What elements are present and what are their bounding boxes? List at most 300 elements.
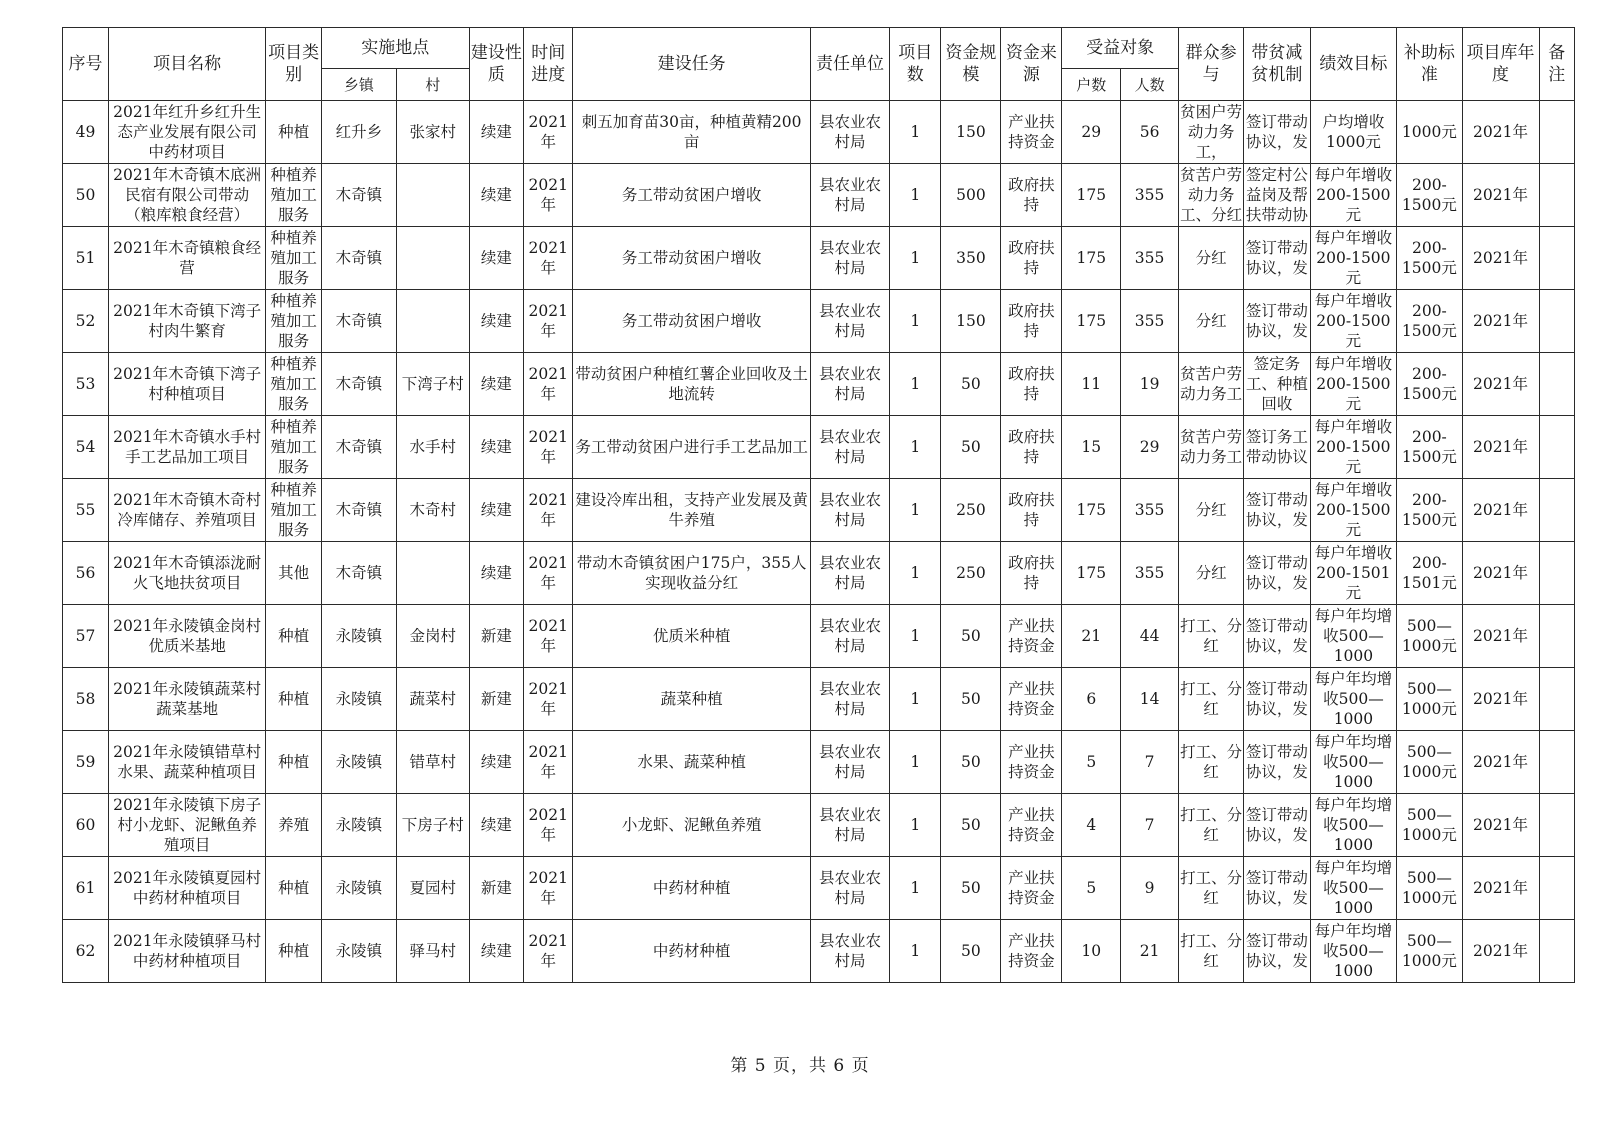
page-footer: 第 5 页，共 6 页 [730,1056,870,1076]
cell-unit [810,353,889,416]
cell-people [1121,164,1179,227]
cell-category-text: 其他 [278,564,310,582]
cell-fund-source [1001,794,1062,857]
cell-seq [63,668,109,731]
cell-mechanism [1244,668,1310,731]
cell-seq-text: 60 [75,816,96,834]
cell-households [1062,668,1121,731]
cell-participation [1178,731,1243,794]
table-row [63,794,1575,857]
cell-count-text: 1 [910,879,921,897]
cell-fund-source [1001,416,1062,479]
cell-town-text: 木奇镇 [335,375,383,393]
header-count: 项目数 [890,28,941,101]
cell-fund-source-text: 政府扶持 [1008,176,1055,214]
cell-unit [810,290,889,353]
cell-town [321,605,396,668]
cell-people-text: 7 [1144,816,1155,834]
cell-households [1062,731,1121,794]
cell-mechanism-text: 签订带动协议，发 [1245,806,1308,844]
cell-category [266,353,322,416]
cell-count [890,290,941,353]
cell-fund-source-text: 政府扶持 [1008,239,1055,277]
cell-subsidy [1397,164,1462,227]
cell-subsidy-text: 200-1500元 [1401,302,1457,340]
cell-schedule-text: 2021年 [528,176,568,214]
cell-town [321,668,396,731]
cell-unit-text: 县农业农村局 [818,365,881,403]
cell-year-text: 2021年 [1473,249,1528,267]
cell-subsidy [1397,542,1462,605]
cell-fund-scale [941,605,1001,668]
cell-fund-scale [941,164,1001,227]
cell-year-text: 2021年 [1473,690,1528,708]
cell-fund-source-text: 产业扶持资金 [1008,806,1055,844]
cell-count-text: 1 [910,123,921,141]
cell-task-text: 务工带动贫困户增收 [621,249,762,267]
cell-participation-text: 打工、分红 [1180,806,1243,844]
cell-people [1121,416,1179,479]
cell-seq [63,479,109,542]
table-row [63,227,1575,290]
header-schedule: 时间进度 [524,28,573,101]
cell-seq-text: 57 [75,627,96,645]
cell-fund-scale [941,794,1001,857]
cell-people [1121,794,1179,857]
cell-nature [469,542,524,605]
cell-target-text: 每户年增收200-1500元 [1314,481,1393,539]
cell-subsidy [1397,857,1462,920]
cell-remark [1539,542,1574,605]
table-row [63,857,1575,920]
cell-village [396,920,469,983]
cell-target [1310,353,1397,416]
cell-households [1062,164,1121,227]
cell-task-text: 中药材种植 [652,879,731,897]
cell-mechanism [1244,290,1310,353]
cell-people-text: 7 [1144,753,1155,771]
cell-fund-scale-text: 50 [961,438,981,456]
cell-village-text: 木奇村 [409,501,456,519]
cell-count [890,101,941,164]
cell-households-text: 10 [1081,942,1102,960]
cell-fund-source [1001,227,1062,290]
cell-seq-text: 50 [75,186,96,204]
cell-participation-text: 贫困户劳动力务工， [1180,103,1243,161]
cell-category-text: 种植养殖加工服务 [270,292,317,350]
cell-target [1310,857,1397,920]
cell-participation [1178,668,1243,731]
header-unit: 责任单位 [810,28,889,101]
cell-village-text: 夏园村 [409,879,456,897]
cell-mechanism [1244,731,1310,794]
cell-count [890,353,941,416]
cell-seq [63,164,109,227]
cell-households [1062,227,1121,290]
cell-unit-text: 县农业农村局 [818,869,881,907]
cell-town [321,101,396,164]
cell-fund-source-text: 产业扶持资金 [1008,869,1055,907]
cell-fund-scale [941,479,1001,542]
cell-name [109,101,266,164]
cell-households-text: 29 [1081,123,1102,141]
cell-subsidy-text: 200-1501元 [1401,554,1457,592]
table-row [63,416,1575,479]
cell-people-text: 19 [1139,375,1160,393]
cell-mechanism [1244,794,1310,857]
cell-town-text: 木奇镇 [335,564,383,582]
header-remark: 备注 [1539,28,1574,101]
cell-subsidy [1397,416,1462,479]
cell-town [321,479,396,542]
cell-seq [63,731,109,794]
cell-households [1062,416,1121,479]
cell-town-text: 永陵镇 [335,627,383,645]
cell-year-text: 2021年 [1473,753,1528,771]
cell-count [890,668,941,731]
cell-nature-text: 续建 [480,186,512,204]
cell-participation-text: 分红 [1195,564,1227,582]
cell-unit [810,668,889,731]
cell-seq-text: 58 [75,690,96,708]
table-body [63,101,1575,983]
cell-seq-text: 49 [75,123,96,141]
cell-nature [469,794,524,857]
cell-village-text: 金岗村 [409,627,456,645]
table-row [63,479,1575,542]
cell-village-text: 错草村 [409,753,456,771]
cell-name-text: 2021年木奇镇下湾子村肉牛繁育 [113,302,262,340]
cell-participation-text: 分红 [1195,249,1227,267]
cell-name-text: 2021年木奇镇木奇村冷库储存、养殖项目 [113,491,262,529]
cell-schedule [524,227,573,290]
cell-fund-source [1001,164,1062,227]
cell-target-text: 每户年增收200-1500元 [1314,355,1393,413]
cell-schedule-text: 2021年 [528,491,568,529]
cell-people-text: 355 [1134,186,1165,204]
cell-target-text: 每户年均增收500—1000 [1314,796,1393,854]
cell-schedule [524,920,573,983]
table-row [63,668,1575,731]
cell-year-text: 2021年 [1473,375,1528,393]
cell-unit [810,857,889,920]
cell-category-text: 种植 [278,123,310,141]
cell-mechanism [1244,164,1310,227]
cell-people-text: 14 [1139,690,1160,708]
cell-people [1121,920,1179,983]
cell-fund-scale [941,416,1001,479]
table-row [63,164,1575,227]
cell-count-text: 1 [910,186,921,204]
cell-subsidy [1397,794,1462,857]
cell-fund-source [1001,542,1062,605]
cell-town-text: 木奇镇 [335,312,383,330]
cell-task-text: 优质米种植 [652,627,731,645]
cell-name [109,794,266,857]
cell-count-text: 1 [910,690,921,708]
cell-mechanism [1244,101,1310,164]
cell-unit-text: 县农业农村局 [818,113,881,151]
cell-fund-scale [941,920,1001,983]
cell-people-text: 355 [1134,564,1165,582]
cell-households-text: 175 [1076,249,1107,267]
cell-households [1062,479,1121,542]
cell-schedule-text: 2021年 [528,428,568,466]
cell-nature [469,416,524,479]
cell-year [1462,731,1539,794]
cell-seq-text: 59 [75,753,96,771]
cell-count [890,416,941,479]
cell-subsidy-text: 200-1500元 [1401,239,1457,277]
cell-subsidy [1397,227,1462,290]
cell-schedule [524,857,573,920]
header-name: 项目名称 [109,28,266,101]
cell-count-text: 1 [910,816,921,834]
cell-subsidy-text: 500—1000元 [1401,869,1457,907]
cell-category-text: 种植养殖加工服务 [270,229,317,287]
cell-nature [469,101,524,164]
cell-mechanism [1244,353,1310,416]
cell-town-text: 永陵镇 [335,942,383,960]
cell-name-text: 2021年木奇镇粮食经营 [113,239,262,277]
cell-nature-text: 续建 [480,312,512,330]
cell-category [266,668,322,731]
cell-town-text: 木奇镇 [335,249,383,267]
cell-village-text: 蔬菜村 [409,690,456,708]
cell-people-text: 355 [1134,312,1165,330]
cell-count-text: 1 [910,501,921,519]
cell-nature [469,668,524,731]
cell-mechanism-text: 签订带动协议，发 [1245,113,1308,151]
cell-unit [810,920,889,983]
cell-village [396,353,469,416]
cell-fund-scale-text: 500 [956,186,986,204]
cell-name-text: 2021年永陵镇错草村水果、蔬菜种植项目 [113,743,262,781]
cell-subsidy-text: 500—1000元 [1401,932,1457,970]
cell-nature [469,164,524,227]
cell-nature-text: 续建 [480,438,512,456]
cell-nature-text: 续建 [480,123,512,141]
cell-participation [1178,920,1243,983]
cell-schedule [524,794,573,857]
cell-village [396,416,469,479]
cell-households-text: 11 [1081,375,1102,393]
cell-name-text: 2021年永陵镇夏园村中药材种植项目 [113,869,262,907]
cell-seq-text: 55 [75,501,96,519]
table-header [63,28,1575,101]
cell-people-text: 29 [1139,438,1160,456]
cell-remark [1539,857,1574,920]
cell-unit [810,479,889,542]
cell-people-text: 355 [1134,501,1165,519]
cell-name [109,227,266,290]
cell-households-text: 175 [1076,564,1107,582]
cell-count-text: 1 [910,249,921,267]
cell-unit-text: 县农业农村局 [818,554,881,592]
cell-category [266,920,322,983]
cell-households [1062,794,1121,857]
cell-target-text: 每户年增收200-1500元 [1314,166,1393,224]
cell-count-text: 1 [910,753,921,771]
cell-fund-scale [941,101,1001,164]
cell-category [266,101,322,164]
cell-town [321,353,396,416]
cell-count [890,542,941,605]
cell-mechanism-text: 签订带动协议，发 [1245,743,1308,781]
cell-name [109,416,266,479]
cell-task [573,731,811,794]
cell-mechanism [1244,227,1310,290]
cell-town [321,290,396,353]
cell-households [1062,353,1121,416]
cell-target-text: 每户年增收200-1500元 [1314,292,1393,350]
cell-year-text: 2021年 [1473,312,1528,330]
cell-village [396,542,469,605]
cell-category [266,164,322,227]
header-seq: 序号 [63,28,109,101]
cell-nature-text: 新建 [480,690,512,708]
cell-people-text: 355 [1134,249,1165,267]
cell-participation [1178,353,1243,416]
cell-people-text: 56 [1139,123,1160,141]
cell-task [573,416,811,479]
cell-count [890,164,941,227]
cell-year [1462,353,1539,416]
cell-subsidy [1397,479,1462,542]
cell-people [1121,857,1179,920]
cell-target-text: 每户年均增收500—1000 [1314,607,1393,665]
cell-task [573,668,811,731]
cell-seq [63,227,109,290]
cell-people [1121,731,1179,794]
cell-participation [1178,605,1243,668]
cell-category-text: 种植 [278,879,310,897]
cell-remark [1539,920,1574,983]
cell-unit [810,101,889,164]
cell-schedule-text: 2021年 [528,113,568,151]
cell-households [1062,857,1121,920]
cell-name-text: 2021年木奇镇水手村手工艺品加工项目 [113,428,262,466]
cell-category-text: 种植 [278,942,310,960]
cell-households-text: 21 [1081,627,1102,645]
cell-households-text: 175 [1076,312,1107,330]
cell-fund-scale-text: 50 [961,816,981,834]
cell-seq [63,920,109,983]
cell-fund-scale-text: 50 [961,375,981,393]
cell-category [266,794,322,857]
cell-participation [1178,479,1243,542]
cell-task [573,227,811,290]
cell-mechanism-text: 签订带动协议，发 [1245,554,1308,592]
cell-year [1462,227,1539,290]
cell-category-text: 养殖 [278,816,310,834]
cell-unit-text: 县农业农村局 [818,806,881,844]
cell-village [396,290,469,353]
cell-participation [1178,290,1243,353]
header-fund-scale: 资金规模 [941,28,1001,101]
cell-mechanism-text: 签订带动协议，发 [1245,680,1308,718]
cell-unit-text: 县农业农村局 [818,239,881,277]
cell-subsidy-text: 500—1000元 [1401,680,1457,718]
cell-households-text: 15 [1081,438,1102,456]
cell-people-text: 21 [1139,942,1160,960]
cell-village [396,605,469,668]
cell-mechanism-text: 签订带动协议，发 [1245,491,1308,529]
cell-fund-scale [941,353,1001,416]
cell-task-text: 小龙虾、泥鳅鱼养殖 [621,816,762,834]
cell-nature-text: 续建 [480,753,512,771]
cell-task-text: 蔬菜种植 [660,690,723,708]
cell-village [396,479,469,542]
cell-category [266,605,322,668]
cell-participation [1178,101,1243,164]
cell-participation [1178,794,1243,857]
cell-category-text: 种植养殖加工服务 [270,418,317,476]
cell-nature [469,290,524,353]
cell-name-text: 2021年红升乡红升生态产业发展有限公司中药材项目 [113,103,262,161]
cell-name-text: 2021年永陵镇下房子村小龙虾、泥鳅鱼养殖项目 [113,796,262,854]
cell-task [573,920,811,983]
cell-unit-text: 县农业农村局 [818,176,881,214]
cell-unit [810,731,889,794]
cell-fund-source [1001,101,1062,164]
cell-target [1310,605,1397,668]
cell-unit-text: 县农业农村局 [818,743,881,781]
cell-households-text: 5 [1086,753,1097,771]
cell-households-text: 5 [1086,879,1097,897]
cell-count [890,227,941,290]
cell-subsidy-text: 500—1000元 [1401,806,1457,844]
cell-schedule [524,731,573,794]
header-fund-source: 资金来源 [1001,28,1062,101]
cell-fund-scale-text: 50 [961,690,981,708]
cell-fund-source-text: 产业扶持资金 [1008,932,1055,970]
cell-subsidy-text: 200-1500元 [1401,365,1457,403]
cell-count-text: 1 [910,438,921,456]
cell-category-text: 种植养殖加工服务 [270,355,317,413]
cell-year [1462,164,1539,227]
cell-town [321,731,396,794]
cell-town [321,857,396,920]
cell-households-text: 175 [1076,501,1107,519]
cell-name-text: 2021年永陵镇金岗村优质米基地 [113,617,262,655]
cell-fund-source-text: 政府扶持 [1008,365,1055,403]
cell-category-text: 种植 [278,627,310,645]
cell-count [890,794,941,857]
cell-target [1310,164,1397,227]
header-year: 项目库年度 [1462,28,1539,101]
cell-fund-scale-text: 50 [961,753,981,771]
cell-mechanism-text: 签订带动协议，发 [1245,932,1308,970]
cell-target [1310,101,1397,164]
cell-mechanism [1244,857,1310,920]
cell-fund-scale [941,731,1001,794]
cell-seq-text: 54 [75,438,96,456]
cell-target [1310,542,1397,605]
cell-fund-source [1001,479,1062,542]
cell-nature-text: 新建 [480,627,512,645]
cell-task [573,605,811,668]
cell-households [1062,542,1121,605]
cell-year-text: 2021年 [1473,816,1528,834]
cell-count [890,479,941,542]
table-row [63,605,1575,668]
cell-mechanism-text: 签订带动协议，发 [1245,869,1308,907]
cell-town [321,227,396,290]
cell-target-text: 户均增收1000元 [1322,113,1385,151]
cell-schedule [524,605,573,668]
cell-name [109,290,266,353]
